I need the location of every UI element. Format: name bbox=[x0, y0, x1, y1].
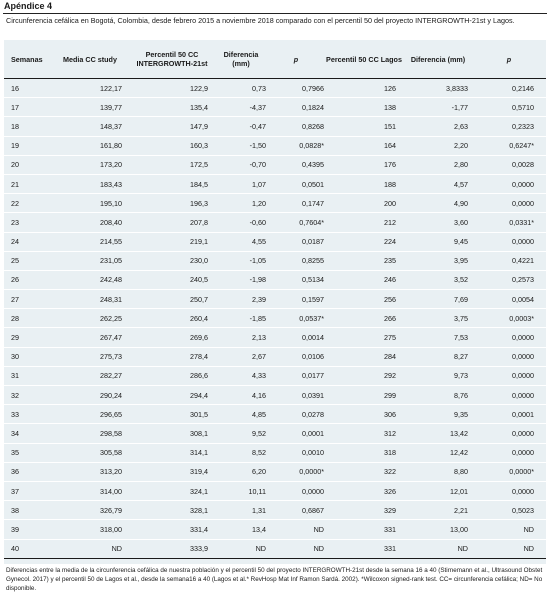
cell-diferencia-intergrowth: 4,85 bbox=[214, 405, 268, 424]
cell-semana: 25 bbox=[4, 251, 50, 270]
cell-percentil-intergrowth: 301,5 bbox=[130, 405, 214, 424]
table-footnote: Diferencias entre la media de la circunferencia cefálica de nuestra población y el percentil 50 del proyecto INTERGROWTH-21st desde la semana 16 a 40 (Stirnemann et al., Ultrasound Obstet Gynecol. 2017) y el percentil 50 de Lagos et al., desde la semana16 a 40 (Lagos et al.* RevHosp Mat Inf Ramon Sardá. 2002). *Wilcoxon signed-rank test. CC= circunferencia cefálica; ND= No disponible. bbox=[6, 567, 543, 592]
cell-percentil-intergrowth: 294,4 bbox=[130, 386, 214, 405]
table-row bbox=[4, 539, 546, 558]
cell-percentil-lagos: 246 bbox=[324, 270, 404, 289]
cell-p-intergrowth: 0,1824 bbox=[268, 98, 324, 117]
cell-semana: 23 bbox=[4, 213, 50, 232]
cell-semana: 31 bbox=[4, 366, 50, 385]
cell-percentil-lagos: 331 bbox=[324, 539, 404, 558]
cell-diferencia-lagos: 4,90 bbox=[404, 194, 472, 213]
header-p-lagos: p bbox=[472, 40, 546, 79]
table-row bbox=[4, 251, 546, 270]
table-row bbox=[4, 117, 546, 136]
cell-media-cc: 305,58 bbox=[50, 443, 130, 462]
cell-percentil-lagos: 326 bbox=[324, 481, 404, 500]
cell-semana: 36 bbox=[4, 462, 50, 481]
cell-diferencia-lagos: 8,76 bbox=[404, 386, 472, 405]
cell-semana: 40 bbox=[4, 539, 50, 558]
cell-diferencia-intergrowth: 0,73 bbox=[214, 79, 268, 98]
cell-diferencia-intergrowth: 13,4 bbox=[214, 520, 268, 539]
cell-p-lagos: 0,0003* bbox=[472, 309, 546, 328]
cell-semana: 20 bbox=[4, 155, 50, 174]
cell-diferencia-intergrowth: 1,20 bbox=[214, 194, 268, 213]
cell-diferencia-lagos: 8,27 bbox=[404, 347, 472, 366]
cell-p-intergrowth: 0,0828* bbox=[268, 136, 324, 155]
cell-p-intergrowth: 0,4395 bbox=[268, 155, 324, 174]
table-row bbox=[4, 443, 546, 462]
cell-percentil-lagos: 176 bbox=[324, 155, 404, 174]
cell-p-lagos: 0,0054 bbox=[472, 290, 546, 309]
cell-percentil-intergrowth: 260,4 bbox=[130, 309, 214, 328]
cell-diferencia-lagos: -1,77 bbox=[404, 98, 472, 117]
cell-semana: 30 bbox=[4, 347, 50, 366]
cell-media-cc: 248,31 bbox=[50, 290, 130, 309]
cell-diferencia-lagos: 8,80 bbox=[404, 462, 472, 481]
cell-semana: 21 bbox=[4, 174, 50, 193]
cell-p-intergrowth: 0,0391 bbox=[268, 386, 324, 405]
cell-percentil-intergrowth: 331,4 bbox=[130, 520, 214, 539]
cell-percentil-intergrowth: 147,9 bbox=[130, 117, 214, 136]
cell-media-cc: 262,25 bbox=[50, 309, 130, 328]
cell-p-intergrowth: 0,8268 bbox=[268, 117, 324, 136]
cell-percentil-intergrowth: 319,4 bbox=[130, 462, 214, 481]
cell-diferencia-lagos: 7,69 bbox=[404, 290, 472, 309]
cell-p-lagos: ND bbox=[472, 539, 546, 558]
cell-percentil-intergrowth: 286,6 bbox=[130, 366, 214, 385]
cell-media-cc: 267,47 bbox=[50, 328, 130, 347]
cell-diferencia-lagos: 2,80 bbox=[404, 155, 472, 174]
cell-media-cc: 208,40 bbox=[50, 213, 130, 232]
cell-semana: 19 bbox=[4, 136, 50, 155]
cell-semana: 35 bbox=[4, 443, 50, 462]
cell-media-cc: 148,37 bbox=[50, 117, 130, 136]
cell-p-lagos: 0,0000 bbox=[472, 347, 546, 366]
table-row bbox=[4, 174, 546, 193]
header-percentil-intergrowth: Percentil 50 CC INTERGROWTH-21st bbox=[130, 40, 214, 79]
cell-diferencia-intergrowth: 4,16 bbox=[214, 386, 268, 405]
cell-percentil-lagos: 138 bbox=[324, 98, 404, 117]
cell-diferencia-intergrowth: 6,20 bbox=[214, 462, 268, 481]
appendix-title: Apéndice 4 bbox=[4, 1, 53, 11]
cell-p-lagos: 0,5710 bbox=[472, 98, 546, 117]
table-row bbox=[4, 136, 546, 155]
cell-p-lagos: 0,0000 bbox=[472, 386, 546, 405]
cell-media-cc: 314,00 bbox=[50, 481, 130, 500]
cell-media-cc: 139,77 bbox=[50, 98, 130, 117]
cell-diferencia-lagos: 3,52 bbox=[404, 270, 472, 289]
cell-semana: 28 bbox=[4, 309, 50, 328]
cell-p-lagos: 0,6247* bbox=[472, 136, 546, 155]
cell-percentil-lagos: 164 bbox=[324, 136, 404, 155]
cell-p-lagos: 0,5023 bbox=[472, 501, 546, 520]
cell-percentil-intergrowth: 196,3 bbox=[130, 194, 214, 213]
cell-diferencia-lagos: 3,75 bbox=[404, 309, 472, 328]
cell-semana: 38 bbox=[4, 501, 50, 520]
table-body bbox=[4, 79, 546, 559]
cell-p-intergrowth: 0,0537* bbox=[268, 309, 324, 328]
table-row bbox=[4, 328, 546, 347]
cell-p-intergrowth: 0,0000* bbox=[268, 462, 324, 481]
cell-p-intergrowth: 0,0000 bbox=[268, 481, 324, 500]
cell-media-cc: 231,05 bbox=[50, 251, 130, 270]
cell-percentil-lagos: 312 bbox=[324, 424, 404, 443]
cell-percentil-lagos: 235 bbox=[324, 251, 404, 270]
cell-p-intergrowth: 0,1597 bbox=[268, 290, 324, 309]
cell-diferencia-lagos: 13,00 bbox=[404, 520, 472, 539]
cell-percentil-lagos: 284 bbox=[324, 347, 404, 366]
cell-media-cc: 326,79 bbox=[50, 501, 130, 520]
cell-diferencia-lagos: ND bbox=[404, 539, 472, 558]
cell-diferencia-lagos: 9,45 bbox=[404, 232, 472, 251]
cell-p-intergrowth: 0,0501 bbox=[268, 174, 324, 193]
table-row bbox=[4, 366, 546, 385]
cell-semana: 26 bbox=[4, 270, 50, 289]
cell-semana: 33 bbox=[4, 405, 50, 424]
table-caption: Circunferencia cefálica en Bogotá, Colombia, desde febrero 2015 a noviembre 2018 comparado con el percentil 50 del proyecto INTERGROWTH-21st y Lagos. bbox=[6, 16, 515, 25]
cell-p-lagos: 0,0001 bbox=[472, 405, 546, 424]
cell-p-lagos: 0,0000* bbox=[472, 462, 546, 481]
cell-percentil-intergrowth: 324,1 bbox=[130, 481, 214, 500]
cell-p-intergrowth: 0,6867 bbox=[268, 501, 324, 520]
header-diferencia-lagos: Diferencia (mm) bbox=[404, 40, 472, 79]
cell-diferencia-lagos: 4,57 bbox=[404, 174, 472, 193]
cell-semana: 34 bbox=[4, 424, 50, 443]
cell-semana: 27 bbox=[4, 290, 50, 309]
cell-p-intergrowth: 0,7604* bbox=[268, 213, 324, 232]
cell-media-cc: ND bbox=[50, 539, 130, 558]
cell-diferencia-intergrowth: 10,11 bbox=[214, 481, 268, 500]
cell-percentil-intergrowth: 160,3 bbox=[130, 136, 214, 155]
cell-p-lagos: 0,0000 bbox=[472, 366, 546, 385]
cell-percentil-intergrowth: 328,1 bbox=[130, 501, 214, 520]
cell-diferencia-intergrowth: -4,37 bbox=[214, 98, 268, 117]
cell-diferencia-lagos: 2,20 bbox=[404, 136, 472, 155]
cell-media-cc: 195,10 bbox=[50, 194, 130, 213]
cell-semana: 16 bbox=[4, 79, 50, 98]
cell-percentil-intergrowth: 219,1 bbox=[130, 232, 214, 251]
cell-p-lagos: 0,0331* bbox=[472, 213, 546, 232]
table-row bbox=[4, 347, 546, 366]
cell-percentil-intergrowth: 240,5 bbox=[130, 270, 214, 289]
cell-p-intergrowth: 0,0106 bbox=[268, 347, 324, 366]
cell-semana: 24 bbox=[4, 232, 50, 251]
cell-diferencia-lagos: 9,73 bbox=[404, 366, 472, 385]
table-row bbox=[4, 481, 546, 500]
cell-percentil-lagos: 292 bbox=[324, 366, 404, 385]
cell-media-cc: 173,20 bbox=[50, 155, 130, 174]
cell-media-cc: 161,80 bbox=[50, 136, 130, 155]
cell-media-cc: 296,65 bbox=[50, 405, 130, 424]
cell-p-lagos: 0,2146 bbox=[472, 79, 546, 98]
cell-diferencia-intergrowth: ND bbox=[214, 539, 268, 558]
table-row bbox=[4, 501, 546, 520]
cell-p-intergrowth: 0,0187 bbox=[268, 232, 324, 251]
cell-diferencia-lagos: 2,63 bbox=[404, 117, 472, 136]
cell-p-lagos: ND bbox=[472, 520, 546, 539]
cell-semana: 29 bbox=[4, 328, 50, 347]
cell-diferencia-intergrowth: 1,07 bbox=[214, 174, 268, 193]
cell-diferencia-lagos: 3,95 bbox=[404, 251, 472, 270]
table-row bbox=[4, 520, 546, 539]
cell-p-lagos: 0,0000 bbox=[472, 424, 546, 443]
cell-percentil-intergrowth: 333,9 bbox=[130, 539, 214, 558]
table-row bbox=[4, 309, 546, 328]
cell-percentil-lagos: 188 bbox=[324, 174, 404, 193]
cell-percentil-intergrowth: 122,9 bbox=[130, 79, 214, 98]
cell-media-cc: 275,73 bbox=[50, 347, 130, 366]
cell-p-intergrowth: 0,1747 bbox=[268, 194, 324, 213]
cell-semana: 32 bbox=[4, 386, 50, 405]
cell-p-lagos: 0,2323 bbox=[472, 117, 546, 136]
table-row bbox=[4, 386, 546, 405]
table-row bbox=[4, 424, 546, 443]
cell-p-lagos: 0,0000 bbox=[472, 328, 546, 347]
cell-percentil-lagos: 266 bbox=[324, 309, 404, 328]
cell-percentil-lagos: 212 bbox=[324, 213, 404, 232]
cell-diferencia-intergrowth: 2,39 bbox=[214, 290, 268, 309]
cell-p-intergrowth: 0,0001 bbox=[268, 424, 324, 443]
cell-diferencia-intergrowth: -1,85 bbox=[214, 309, 268, 328]
cell-percentil-lagos: 126 bbox=[324, 79, 404, 98]
cell-diferencia-lagos: 13,42 bbox=[404, 424, 472, 443]
cell-percentil-intergrowth: 314,1 bbox=[130, 443, 214, 462]
table-row bbox=[4, 194, 546, 213]
cell-media-cc: 298,58 bbox=[50, 424, 130, 443]
cell-media-cc: 318,00 bbox=[50, 520, 130, 539]
cell-p-intergrowth: 0,8255 bbox=[268, 251, 324, 270]
cell-percentil-intergrowth: 250,7 bbox=[130, 290, 214, 309]
cell-p-lagos: 0,2573 bbox=[472, 270, 546, 289]
cell-percentil-lagos: 306 bbox=[324, 405, 404, 424]
cell-diferencia-lagos: 3,8333 bbox=[404, 79, 472, 98]
table-row bbox=[4, 213, 546, 232]
cell-diferencia-intergrowth: -0,70 bbox=[214, 155, 268, 174]
cell-media-cc: 183,43 bbox=[50, 174, 130, 193]
cell-diferencia-lagos: 12,42 bbox=[404, 443, 472, 462]
cell-percentil-lagos: 299 bbox=[324, 386, 404, 405]
cell-percentil-lagos: 224 bbox=[324, 232, 404, 251]
cell-p-lagos: 0,0000 bbox=[472, 194, 546, 213]
cell-p-intergrowth: 0,0014 bbox=[268, 328, 324, 347]
cell-percentil-lagos: 275 bbox=[324, 328, 404, 347]
cell-p-intergrowth: 0,7966 bbox=[268, 79, 324, 98]
cell-p-intergrowth: ND bbox=[268, 539, 324, 558]
cell-diferencia-lagos: 12,01 bbox=[404, 481, 472, 500]
cell-media-cc: 313,20 bbox=[50, 462, 130, 481]
cell-p-intergrowth: 0,0177 bbox=[268, 366, 324, 385]
cell-p-lagos: 0,0000 bbox=[472, 443, 546, 462]
cell-media-cc: 242,48 bbox=[50, 270, 130, 289]
table-row bbox=[4, 98, 546, 117]
cell-diferencia-intergrowth: 2,13 bbox=[214, 328, 268, 347]
table-row bbox=[4, 290, 546, 309]
cell-semana: 39 bbox=[4, 520, 50, 539]
cell-diferencia-lagos: 9,35 bbox=[404, 405, 472, 424]
cell-diferencia-intergrowth: -1,98 bbox=[214, 270, 268, 289]
header-diferencia-intergrowth: Diferencia (mm) bbox=[214, 40, 268, 79]
cell-diferencia-intergrowth: 1,31 bbox=[214, 501, 268, 520]
cell-diferencia-lagos: 2,21 bbox=[404, 501, 472, 520]
cell-p-lagos: 0,0000 bbox=[472, 481, 546, 500]
cell-semana: 17 bbox=[4, 98, 50, 117]
cell-p-intergrowth: ND bbox=[268, 520, 324, 539]
cell-percentil-intergrowth: 207,8 bbox=[130, 213, 214, 232]
cell-p-intergrowth: 0,0010 bbox=[268, 443, 324, 462]
cell-percentil-lagos: 318 bbox=[324, 443, 404, 462]
cell-percentil-intergrowth: 308,1 bbox=[130, 424, 214, 443]
cell-p-lagos: 0,0028 bbox=[472, 155, 546, 174]
cell-diferencia-intergrowth: 4,33 bbox=[214, 366, 268, 385]
cell-diferencia-intergrowth: 9,52 bbox=[214, 424, 268, 443]
cell-p-intergrowth: 0,0278 bbox=[268, 405, 324, 424]
header-p-intergrowth: p bbox=[268, 40, 324, 79]
title-divider bbox=[3, 13, 547, 14]
cell-percentil-lagos: 256 bbox=[324, 290, 404, 309]
cell-percentil-lagos: 329 bbox=[324, 501, 404, 520]
cell-p-intergrowth: 0,5134 bbox=[268, 270, 324, 289]
table-row bbox=[4, 270, 546, 289]
cell-diferencia-lagos: 7,53 bbox=[404, 328, 472, 347]
cell-diferencia-intergrowth: 2,67 bbox=[214, 347, 268, 366]
cell-percentil-lagos: 151 bbox=[324, 117, 404, 136]
header-semanas: Semanas bbox=[4, 40, 50, 79]
data-table bbox=[4, 40, 546, 559]
cell-diferencia-intergrowth: -0,60 bbox=[214, 213, 268, 232]
cell-percentil-intergrowth: 135,4 bbox=[130, 98, 214, 117]
cell-percentil-lagos: 322 bbox=[324, 462, 404, 481]
cell-percentil-intergrowth: 172,5 bbox=[130, 155, 214, 174]
cell-diferencia-intergrowth: 4,55 bbox=[214, 232, 268, 251]
cell-media-cc: 214,55 bbox=[50, 232, 130, 251]
cell-diferencia-intergrowth: -1,50 bbox=[214, 136, 268, 155]
table-row bbox=[4, 405, 546, 424]
cell-p-lagos: 0,0000 bbox=[472, 232, 546, 251]
cell-media-cc: 282,27 bbox=[50, 366, 130, 385]
header-row bbox=[4, 40, 546, 79]
cell-diferencia-lagos: 3,60 bbox=[404, 213, 472, 232]
header-percentil-lagos: Percentil 50 CC Lagos bbox=[324, 40, 404, 79]
cell-percentil-intergrowth: 230,0 bbox=[130, 251, 214, 270]
cell-semana: 37 bbox=[4, 481, 50, 500]
cell-semana: 18 bbox=[4, 117, 50, 136]
cell-media-cc: 290,24 bbox=[50, 386, 130, 405]
table-row bbox=[4, 232, 546, 251]
cell-p-lagos: 0,0000 bbox=[472, 174, 546, 193]
cell-diferencia-intergrowth: 8,52 bbox=[214, 443, 268, 462]
cell-semana: 22 bbox=[4, 194, 50, 213]
cell-percentil-intergrowth: 278,4 bbox=[130, 347, 214, 366]
table-row bbox=[4, 462, 546, 481]
cell-diferencia-intergrowth: -1,05 bbox=[214, 251, 268, 270]
table-row bbox=[4, 155, 546, 174]
table-row bbox=[4, 79, 546, 98]
cell-media-cc: 122,17 bbox=[50, 79, 130, 98]
cell-diferencia-intergrowth: -0,47 bbox=[214, 117, 268, 136]
cell-percentil-lagos: 200 bbox=[324, 194, 404, 213]
cell-percentil-intergrowth: 269,6 bbox=[130, 328, 214, 347]
cell-percentil-lagos: 331 bbox=[324, 520, 404, 539]
header-media-cc: Media CC study bbox=[50, 40, 130, 79]
cell-percentil-intergrowth: 184,5 bbox=[130, 174, 214, 193]
cell-p-lagos: 0,4221 bbox=[472, 251, 546, 270]
